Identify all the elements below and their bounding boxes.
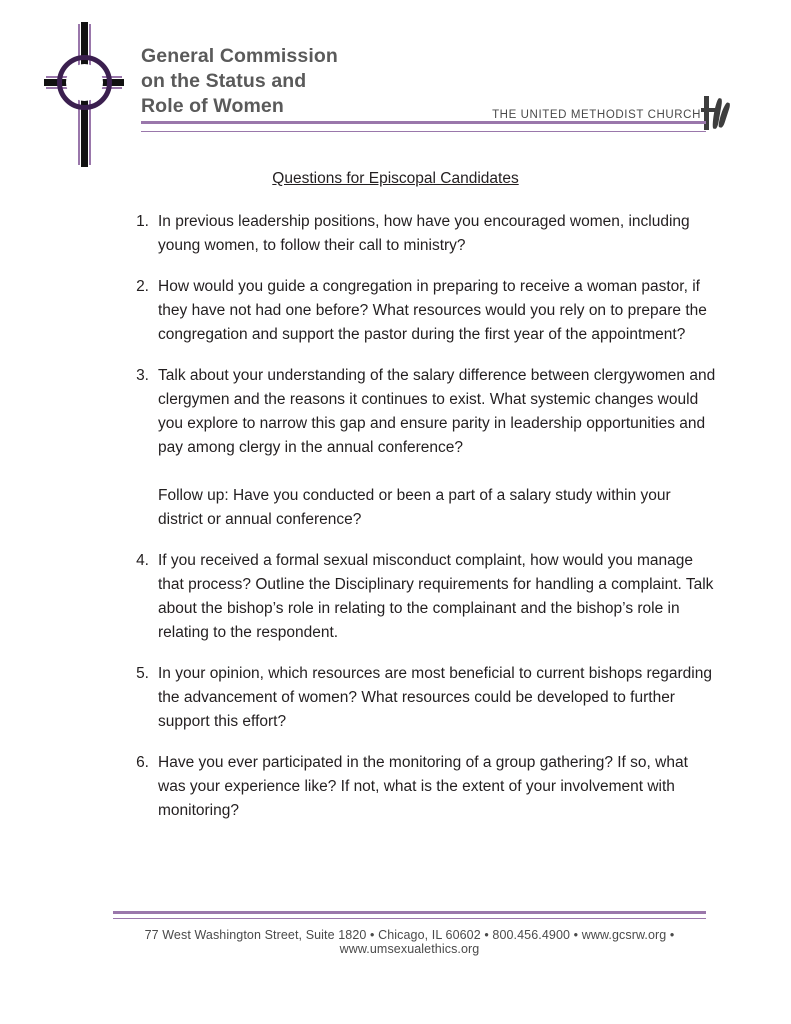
question-body	[158, 662, 716, 734]
footer-divider-thin	[113, 918, 706, 919]
question-text: If you received a formal sexual misconduct complaint, how would you manage that process? Outline the Disciplinary requirements for handling a complaint. Talk about the bishop’s role in relating to the complainant and the bishop’s role in relating to the respondent.	[158, 552, 714, 641]
list-item	[131, 364, 716, 532]
question-number: 4.	[136, 552, 149, 569]
question-number: 1.	[136, 213, 149, 230]
footer-contact-line: 77 West Washington Street, Suite 1820 • Chicago, IL 60602 • 800.456.4900 • www.gcsrw.org • www.umsexualethics.org	[144, 928, 675, 956]
flame-cross-horizontal	[701, 108, 715, 112]
organization-title-line-2: on the Status and	[141, 70, 307, 92]
question-text: Talk about your understanding of the salary difference between clergywomen and clergymen and the reasons it continues to exist. What systemic changes would you explore to narrow this gap and ensure parity in leadership opportunities and pay among clergy in the annual conference?	[158, 367, 716, 456]
question-body	[158, 210, 716, 258]
list-item	[131, 549, 716, 645]
question-number: 2.	[136, 278, 149, 295]
cross-and-flame-icon	[701, 96, 731, 130]
gcsrw-cross-logo-icon	[44, 22, 124, 167]
question-text: How would you guide a congregation in preparing to receive a woman pastor, if they have not had one before? What resources would you rely on to prepare the congregation and support the pastor during the first year of the appointment?	[158, 278, 707, 343]
list-item	[131, 662, 716, 734]
header-divider-thin	[141, 131, 706, 132]
organization-title-line-1: General Commission	[141, 45, 338, 67]
page-title: Questions for Episcopal Candidates	[272, 170, 519, 187]
question-followup: Follow up: Have you conducted or been a part of a salary study within your district or annual conference?	[158, 487, 671, 528]
list-item	[131, 275, 716, 347]
header-divider-thick	[141, 121, 706, 124]
question-body	[158, 751, 716, 823]
question-text: In previous leadership positions, how have you encouraged women, including young women, to follow their call to ministry?	[158, 213, 690, 254]
list-item	[131, 751, 716, 823]
question-body	[158, 275, 716, 347]
organization-title-line-3: Role of Women	[141, 95, 284, 117]
question-text: Have you ever participated in the monitoring of a group gathering? If so, what was your experience like? If not, what is the extent of your involvement with monitoring?	[158, 754, 688, 819]
footer-divider-thick	[113, 911, 706, 914]
question-body	[158, 549, 716, 645]
question-number: 5.	[136, 665, 149, 682]
list-item	[131, 210, 716, 258]
document-header	[0, 0, 791, 175]
question-number: 3.	[136, 367, 149, 384]
question-body	[158, 364, 716, 532]
question-text: In your opinion, which resources are most beneficial to current bishops regarding the advancement of women? What resources could be developed to further support this effort?	[158, 665, 712, 730]
flame-cross-vertical	[704, 96, 709, 130]
logo-ring-inner	[66, 64, 103, 101]
questions-list	[131, 210, 716, 840]
umc-label: THE UNITED METHODIST CHURCH	[492, 109, 701, 121]
organization-title	[141, 44, 338, 119]
question-number: 6.	[136, 754, 149, 771]
